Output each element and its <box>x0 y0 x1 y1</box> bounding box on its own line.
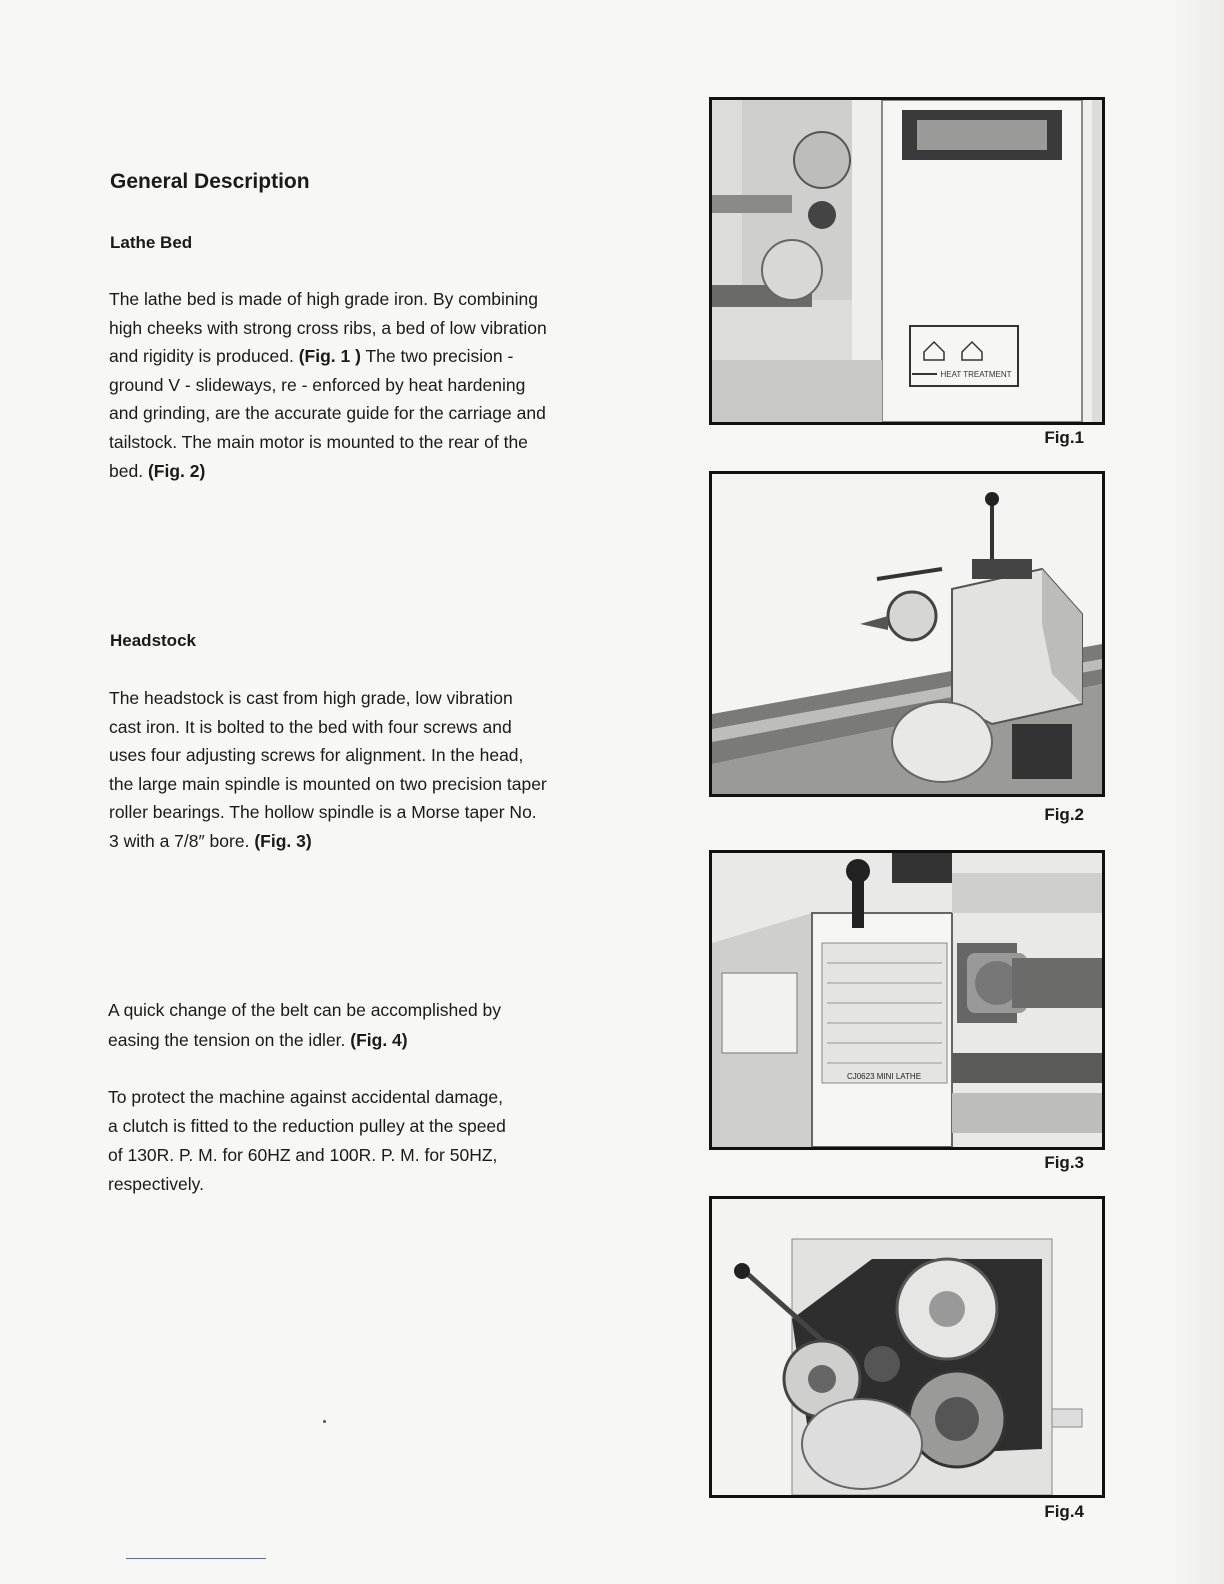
text-line: A quick change of the belt can be accomplished by <box>108 1000 502 1020</box>
text-line: To protect the machine against accidental damage, <box>108 1087 503 1107</box>
section-heading-lathe-bed: Lathe Bed <box>110 233 193 252</box>
figure-1-caption: Fig.1 <box>1044 428 1084 447</box>
heat-treatment-label: HEAT TREATMENT <box>940 370 1012 379</box>
scan-speck <box>323 1420 326 1423</box>
tailstock-motor-illustration <box>712 474 1102 794</box>
figure-1-photo <box>709 97 1105 425</box>
text-line: high cheeks with strong cross ribs, a bed of low vibration <box>109 317 547 338</box>
belt-paragraph <box>108 995 628 1055</box>
text-line: ground V - slideways, re - enforced by heat hardening <box>109 374 526 395</box>
belt-pulley-illustration <box>712 1199 1102 1495</box>
text-line: and grinding, are the accurate guide for the carriage and <box>109 403 546 424</box>
figure-4-photo <box>709 1196 1105 1498</box>
text-line: bed. (Fig. 2) <box>109 460 206 481</box>
text-line: easing the tension on the idler. (Fig. 4) <box>108 1030 408 1050</box>
section-heading-headstock: Headstock <box>110 631 196 650</box>
page-edge-shadow <box>1166 0 1224 1584</box>
text-line: cast iron. It is bolted to the bed with four screws and <box>109 716 512 737</box>
text-line: a clutch is fitted to the reduction pulley at the speed <box>108 1116 506 1136</box>
text-line: of 130R. P. M. for 60HZ and 100R. P. M. for 50HZ, <box>108 1145 498 1165</box>
figure-2-caption: Fig.2 <box>1044 805 1084 824</box>
clutch-paragraph <box>108 1083 628 1199</box>
headstock-paragraph <box>109 684 629 856</box>
text-line: The lathe bed is made of high grade iron. By combining <box>109 289 539 309</box>
lathe-bed-illustration <box>712 100 1102 422</box>
headstock-illustration <box>712 853 1102 1147</box>
text-line: The headstock is cast from high grade, low vibration <box>109 688 513 708</box>
figure-reference: (Fig. 1 ) <box>298 346 361 367</box>
figure-reference: (Fig. 3) <box>254 830 312 851</box>
lathe-bed-paragraph <box>109 285 629 485</box>
figure-3-caption: Fig.3 <box>1044 1153 1084 1172</box>
figure-3-photo <box>709 850 1105 1150</box>
text-line: and rigidity is produced. (Fig. 1 ) The two precision - <box>109 346 514 367</box>
figure-2-photo <box>709 471 1105 797</box>
text-line: roller bearings. The hollow spindle is a Morse taper No. <box>109 802 537 823</box>
text-line: 3 with a 7/8″ bore. (Fig. 3) <box>109 830 312 851</box>
figure-4-caption: Fig.4 <box>1044 1502 1084 1521</box>
text-line: the large main spindle is mounted on two precision taper <box>109 773 547 794</box>
figure-reference: (Fig. 2) <box>147 460 206 481</box>
figure-reference: (Fig. 4) <box>350 1030 408 1050</box>
text-line: respectively. <box>108 1174 204 1194</box>
footer-rule <box>126 1558 266 1559</box>
text-line: tailstock. The main motor is mounted to the rear of the <box>109 431 528 452</box>
lathe-model-label: CJ0623 MINI LATHE <box>846 1072 922 1081</box>
page-title: General Description <box>110 170 310 193</box>
text-line: uses four adjusting screws for alignment. In the head, <box>109 745 524 766</box>
